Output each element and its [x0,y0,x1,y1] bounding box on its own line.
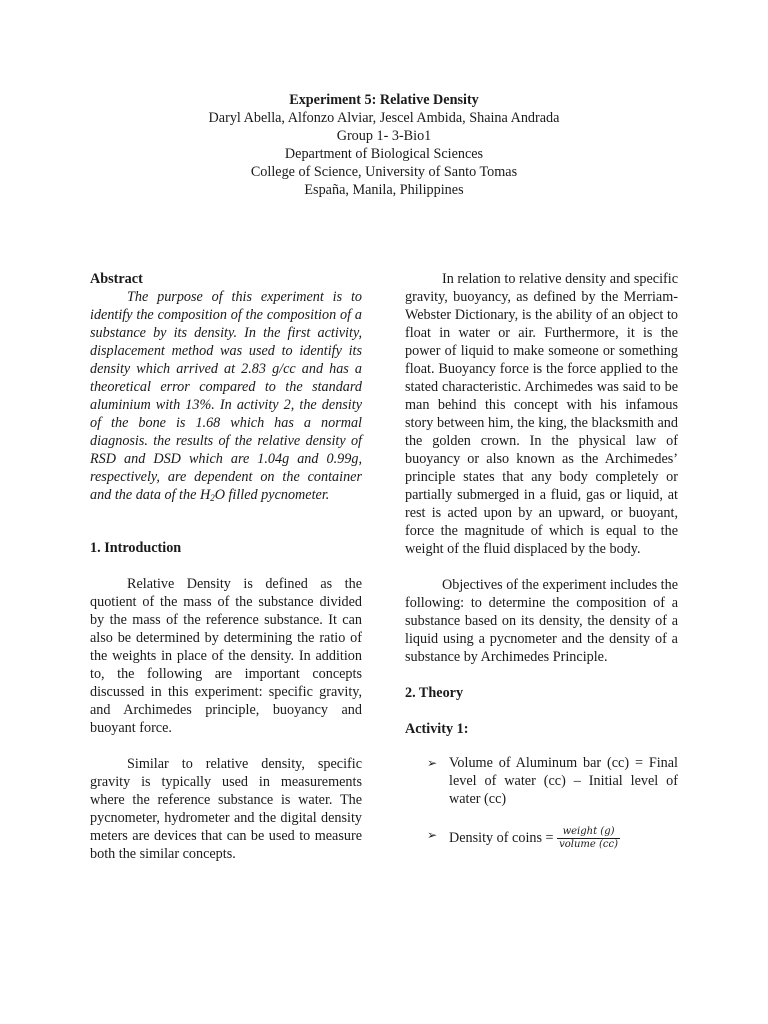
college: College of Science, University of Santo Tomas [250,164,518,180]
objectives-paragraph: Objectives of the experiment includes the following: to determine the composition of a substance based on its density, the density of a liquid using a pycnometer and the density of a substance by Archimedes Principle. [405,577,678,665]
introduction-paragraph-2: Similar to relative density, specific gravity is typically used in measurements where the reference substance is water. The pycnometer, hydrometer and the digital density meters are devices that can be used to measure both the similar concepts. [90,756,362,862]
abstract-heading: Abstract [90,271,143,287]
author-list: Daryl Abella, Alfonzo Alviar, Jescel Ambida, Shaina Andrada [208,110,560,126]
paper-title: Experiment 5: Relative Density [289,92,479,108]
theory-bullet-volume [405,754,678,808]
buoyancy-paragraph: In relation to relative density and specific gravity, buoyancy, as defined by the Merriam- Webster Dictionary, is the ability of an object to float in water or air. Furthermore, it is the power of liquid to make someone or something float. Buoyancy force is the force applied to the stated characteristic. Archimedes was said to be man behind this concept with his infamous story between him, the king, the blacksmith and the golden crown. In the physical law of buoyancy or also known as the Archimedes’ principle states that any body completely or partially submerged in a fluid, gas or liquid, at rest is acted upon by an upward, or buoyant, force the magnitude of which is equal to the weight of the fluid displaced by the body. [405,271,678,557]
arrow-bullet-icon: ➢ [427,828,438,842]
group-label: Group 1- 3-Bio1 [336,128,432,144]
density-formula [449,826,678,851]
activity-1-heading: Activity 1: [405,721,469,737]
density-fraction [557,826,620,851]
theory-heading: 2. Theory [405,685,464,701]
volume-formula: Volume of Aluminum bar (cc) = Final level of water (cc) – Initial level of water (cc) [449,755,678,807]
department: Department of Biological Sciences [284,146,484,162]
abstract-subscript: 2 [210,493,215,503]
fraction-numerator: weight (g) [557,826,620,839]
right-column [405,270,678,851]
abstract-text-main: The purpose of this experiment is to identify the composition of the composition of a substance by its density. In the first activity, displacement method was used to identify its density which arrived at 2.83 g/cc and has a theoretical error compared to the standard aluminium with 13%. In activity 2, the density of the bone is 1.68 which has a normal diagnosis. the results of the relative density of RSD and DSD which are 1.04g and 0.99g, respectively, are dependent on the container and the data of the H [90,289,362,503]
introduction-paragraph-1: Relative Density is defined as the quotient of the mass of the substance divided by the mass of the reference substance. It can also be determined by determining the ratio of the weights in place of the density. In addition to, the following are important concepts discussed in this experiment: specific gravity, and Archimedes principle, buoyancy and buoyant force. [90,576,362,736]
paper-header [0,91,768,199]
abstract-text [90,288,362,504]
arrow-bullet-icon: ➢ [427,756,438,770]
abstract-text-end: O filled pycnometer. [214,487,330,503]
fraction-denominator: volume (cc) [559,839,618,850]
location: España, Manila, Philippines [304,182,464,198]
theory-bullet-density [405,826,678,851]
left-column [90,270,362,863]
introduction-heading: 1. Introduction [90,540,182,556]
density-formula-prefix: Density of coins = [449,829,554,846]
